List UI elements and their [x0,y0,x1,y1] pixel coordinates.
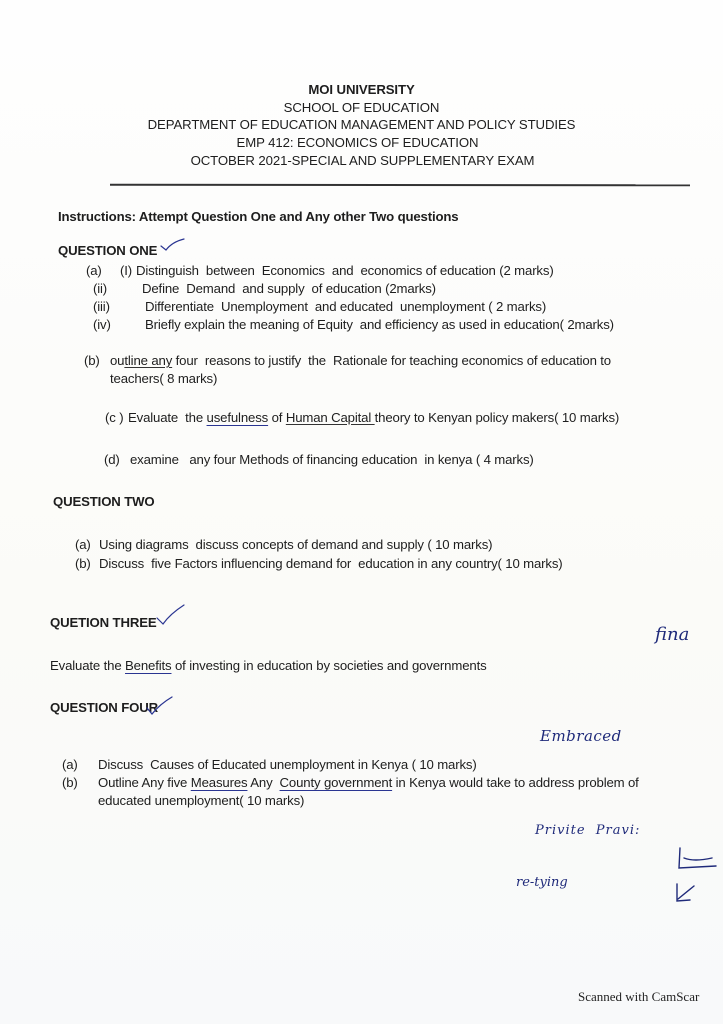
q3-post: of investing in education by societies and governments [171,658,487,673]
checkmark-icon [146,696,174,716]
q1d-label: (d) [104,452,120,467]
university-name: MOI UNIVERSITY [308,82,415,97]
question-three-title: QUETION THREE [50,615,157,630]
q2a-label: (a) [75,537,91,552]
q4b-label: (b) [62,775,78,790]
q4a-label: (a) [62,757,78,772]
q1a-iv-num: (iv) [93,317,111,332]
checkmark-icon [156,604,186,626]
handwritten-arrow-mark [674,882,698,904]
course-title: EMP 412: ECONOMICS OF EDUCATION [236,135,479,150]
q3-pre: Evaluate the [50,658,126,673]
q1c-underline-usefulness: usefulness [206,410,269,425]
scanner-watermark: Scanned with CamScar [578,989,700,1004]
q4b-post: in Kenya would take to address problem of [392,775,639,790]
exam-title: OCTOBER 2021-SPECIAL AND SUPPLEMENTARY EXAM [190,153,535,168]
handwritten-note-privite: Privite Pravi: [535,823,641,838]
q4b-text [98,775,639,790]
handwritten-note-re-tying: re-tying [516,875,568,890]
q1a-iv-text: Briefly explain the meaning of Equity and efficiency as used in education( 2marks) [145,317,614,332]
q1b-text [110,353,611,368]
q1a-iii-text: Differentiate Unemployment and educated unemployment ( 2 marks) [145,299,547,314]
q3-underline-benefits: Benefits [125,658,172,673]
q1d-text: examine any four Methods of financing education in kenya ( 4 marks) [130,452,534,467]
q2b-text: Discuss five Factors influencing demand for education in any country( 10 marks) [99,556,563,571]
instructions: Instructions: Attempt Question One and Any other Two questions [58,209,459,224]
header-divider [110,184,690,186]
q4b-line2: educated unemployment( 10 marks) [98,793,305,808]
q1a-i-num: (I) [120,263,132,278]
q1c-post: theory to Kenyan policy makers( 10 marks) [374,410,620,425]
q1c-pre: Evaluate the [128,410,207,425]
checkmark-icon [160,238,186,252]
department-name: DEPARTMENT OF EDUCATION MANAGEMENT AND POLICY STUDIES [147,117,576,132]
q1b-underlined: tline any [124,353,173,368]
q1a-i-text: Distinguish between Economics and economics of education (2 marks) [136,263,554,278]
q4b-underline-measures: Measures [190,775,248,790]
q1a-ii-text: Define Demand and supply of education (2marks) [142,281,436,296]
q1c-text [128,410,619,425]
q1b-line2: teachers( 8 marks) [110,371,218,386]
q1c-label: (c ) [105,410,124,425]
q4a-text: Discuss Causes of Educated unemployment in Kenya ( 10 marks) [98,757,477,772]
handwritten-note-fina: fina [655,624,690,645]
q1b-post: four reasons to justify the Rationale for teaching economics of education to [172,353,611,368]
q4b-pre: Outline Any five [98,775,191,790]
q1a-ii-num: (ii) [93,281,108,296]
question-two-title: QUESTION TWO [53,494,155,509]
q1a-label: (a) [86,263,102,278]
q1b-label: (b) [84,353,100,368]
q4b-underline-county-government: County government [279,775,393,790]
question-one-title: QUESTION ONE [58,243,158,258]
question-four-title: QUESTION FOUR [50,700,158,715]
q1b-pre: ou [110,353,125,368]
q4b-mid: Any [247,775,280,790]
q2b-label: (b) [75,556,91,571]
q3-text [50,658,487,673]
handwritten-note-embraced: Embraced [540,727,622,745]
handwritten-angle-mark [676,846,718,870]
q1c-underline-human-capital: Human Capital [285,410,375,425]
school-name: SCHOOL OF EDUCATION [283,100,440,115]
q1a-iii-num: (iii) [93,299,110,314]
q2a-text: Using diagrams discuss concepts of demand and supply ( 10 marks) [99,537,493,552]
q1c-mid: of [268,410,286,425]
